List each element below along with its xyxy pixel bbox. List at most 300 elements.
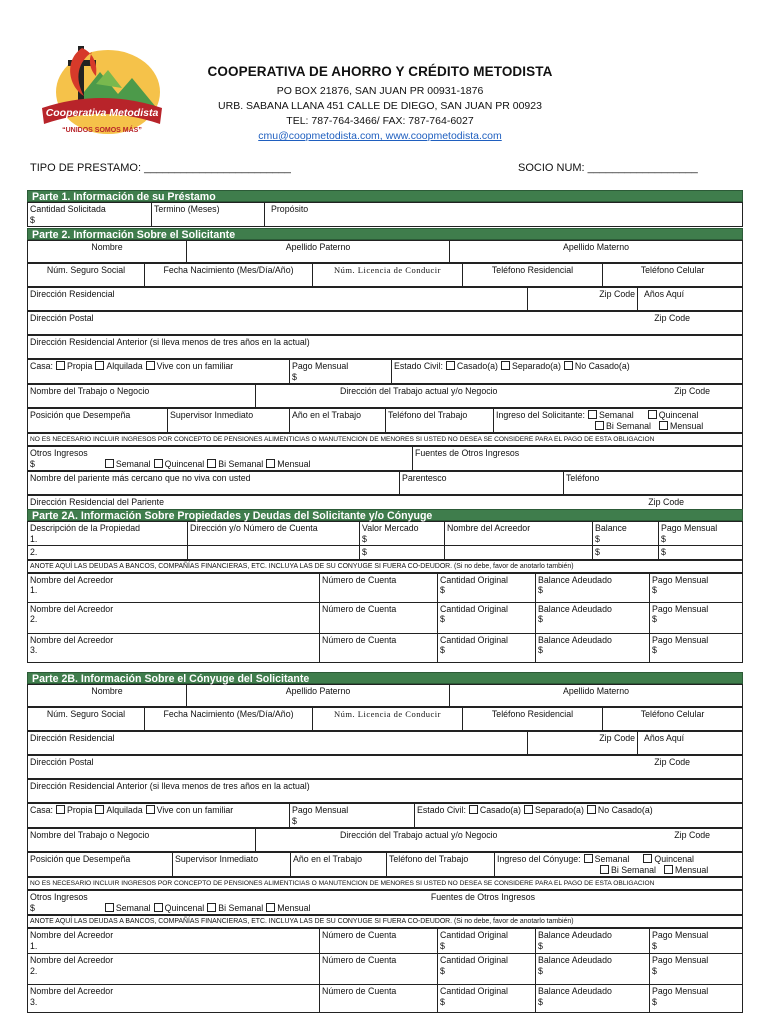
label: Cantidad Original: [440, 986, 508, 996]
label: Pago Mensual: [661, 523, 718, 533]
label: Teléfono del Trabajo: [388, 410, 468, 420]
label: Balance Adeudado: [538, 574, 612, 585]
parte-2a: [27, 509, 743, 663]
label: Pago Mensual: [652, 986, 709, 996]
label: Cantidad Original: [440, 574, 508, 585]
dollar-sign: $: [440, 645, 445, 655]
licencia-cell[interactable]: [313, 264, 463, 287]
label: No Casado(a): [597, 805, 653, 815]
conyuge-apellido-paterno-cell[interactable]: [187, 685, 450, 707]
propiedad-2-balance[interactable]: [593, 546, 659, 560]
label: Nombre: [91, 686, 123, 696]
label: Zip Code: [599, 289, 635, 299]
semanal-checkbox[interactable]: [588, 410, 597, 419]
section-bar-parte-2: Parte 2. Información Sobre el Solicitante: [27, 228, 743, 240]
proposito-cell[interactable]: [265, 203, 743, 227]
label: Dirección Residencial: [30, 733, 115, 743]
label: Nombre del Acreedor: [30, 603, 114, 614]
propiedad-1-acreedor[interactable]: [445, 522, 593, 546]
label: Fuentes de Otros Ingresos: [415, 448, 520, 458]
label: Semanal: [115, 902, 151, 913]
dollar-sign: $: [538, 614, 543, 624]
conyuge-bisemanal-checkbox[interactable]: [600, 865, 609, 874]
label: Balance: [595, 523, 627, 533]
termino-cell[interactable]: [152, 203, 265, 227]
conyuge-separado-checkbox[interactable]: [524, 805, 533, 814]
pension-note: NO ES NECESARIO INCLUIR INGRESOS POR CONCEPTO DE PENSIONES ALIMENTICIAS O MANUTENCION DE MENORES SI USTED NO DESEA SE CONSIDERE PARA EL PAGO DE ESTA OBLIGACION: [28, 434, 743, 446]
label: Fecha Nacimiento (Mes/Día/Año): [163, 265, 294, 275]
zip-cell[interactable]: [528, 288, 638, 311]
label: Mensual: [670, 420, 704, 431]
casado-checkbox[interactable]: [446, 361, 455, 370]
ingreso-solicitante-cell: [494, 409, 743, 433]
dollar-sign: $: [652, 940, 657, 951]
deuda-3-pago[interactable]: [650, 633, 743, 662]
label: Ingreso del Solicitante:: [496, 410, 585, 420]
label: Zip Code: [599, 733, 635, 743]
label: Dirección Residencial Anterior (si lleva menos de tres años en la actual): [30, 337, 310, 347]
propiedad-2-direccion[interactable]: [188, 546, 360, 560]
label: Valor Mercado: [362, 523, 419, 533]
label: Alquilada: [106, 805, 143, 815]
conyuge-deuda-1-original[interactable]: [438, 929, 536, 954]
label: Supervisor Inmediato: [175, 854, 259, 864]
dollar-sign: $: [440, 614, 445, 624]
label: Cantidad Solicitada: [30, 204, 106, 214]
label: Nombre del Trabajo o Negocio: [30, 830, 150, 840]
pariente-cell[interactable]: [28, 472, 400, 495]
label: Mensual: [277, 902, 311, 913]
label: Cantidad Original: [440, 603, 508, 614]
dollar-sign: $: [652, 614, 657, 624]
label: Pago Mensual: [652, 574, 709, 585]
dollar-sign: $: [362, 547, 367, 557]
label: Número de Cuenta: [322, 634, 397, 645]
label: Semanal: [115, 458, 151, 469]
label: Años Aquí: [644, 289, 685, 299]
seguro-social-cell[interactable]: [28, 264, 145, 287]
dollar-sign: $: [652, 996, 657, 1007]
address-street: URB. SABANA LLANA 451 CALLE DE DIEGO, SAN JUAN PR 00923: [218, 100, 542, 112]
anos-trabajo-cell[interactable]: [290, 409, 386, 433]
fuentes-ingresos-cell[interactable]: [413, 447, 743, 471]
conyuge-posicion-cell[interactable]: [28, 853, 173, 877]
telefono-residencial-cell[interactable]: [463, 264, 603, 287]
parte-1: [27, 190, 743, 227]
conyuge-deuda-1-balance[interactable]: [536, 929, 650, 954]
label: Núm. Seguro Social: [46, 265, 126, 275]
conyuge-casa-cell: [28, 804, 290, 828]
apellido-materno-cell[interactable]: [450, 241, 743, 263]
conyuge-telefono-celular-cell[interactable]: [603, 708, 743, 731]
label: Balance Adeudado: [538, 930, 612, 940]
label: Pago Mensual: [652, 603, 709, 614]
label: Parentesco: [402, 473, 447, 483]
supervisor-cell[interactable]: [168, 409, 290, 433]
email-web-links[interactable]: cmu@coopmetodista.com, www.coopmetodista.com: [258, 130, 502, 142]
label: Dirección del Trabajo actual y/o Negocio: [340, 830, 498, 840]
label: Dirección y/o Número de Cuenta: [190, 523, 318, 533]
propiedad-2-descripcion[interactable]: [28, 546, 188, 560]
label: Teléfono del Trabajo: [389, 854, 469, 864]
conyuge-deuda-2-acreedor[interactable]: [28, 954, 320, 985]
label: Teléfono Celular: [640, 265, 705, 275]
conyuge-deuda-3-balance[interactable]: [536, 985, 650, 1013]
deuda-2-original[interactable]: [438, 602, 536, 633]
estado-civil-cell: [392, 360, 743, 384]
header: [180, 64, 580, 144]
address-po: PO BOX 21876, SAN JUAN PR 00931-1876: [276, 85, 484, 97]
deudas-table: [27, 573, 743, 663]
conyuge-deuda-2-cuenta[interactable]: [320, 954, 438, 985]
otros-quincenal-checkbox[interactable]: [154, 459, 163, 468]
label: Nombre del Acreedor: [30, 955, 114, 965]
conyuge-deudas-table: [27, 928, 743, 1013]
dollar-sign: $: [538, 940, 543, 951]
conyuge-deuda-2-pago[interactable]: [650, 954, 743, 985]
label: Propia: [66, 361, 93, 371]
label: Apellido Materno: [562, 686, 629, 696]
conyuge-deuda-3-acreedor[interactable]: [28, 985, 320, 1013]
conyuge-pension-note: NO ES NECESARIO INCLUIR INGRESOS POR CONCEPTO DE PENSIONES ALIMENTICIAS O MANUTENCION DE MENORES SI USTED NO DESEA SE CONSIDERE PARA EL PAGO DE ESTA OBLIGACION: [28, 878, 743, 890]
label: Núm. Seguro Social: [46, 709, 126, 719]
conyuge-fecha-nacimiento-cell[interactable]: [145, 708, 313, 731]
parentesco-cell[interactable]: [400, 472, 564, 495]
dollar-sign: $: [652, 965, 657, 976]
label: Quincenal: [654, 854, 694, 864]
label: Cantidad Original: [440, 955, 508, 965]
alquilada-checkbox[interactable]: [95, 361, 104, 370]
label: Nombre del Acreedor: [30, 574, 114, 585]
label: Nombre del Acreedor: [30, 986, 114, 996]
phone-fax: TEL: 787-764-3466/ FAX: 787-764-6027: [286, 115, 474, 127]
logo-banner-text: Cooperativa Metodista: [45, 107, 159, 119]
label: Quincenal: [164, 902, 205, 913]
label: Bi Semanal: [218, 902, 264, 913]
mensual-checkbox[interactable]: [659, 421, 668, 430]
label: Zip Code: [654, 313, 690, 323]
label: Mensual: [277, 458, 311, 469]
label: Número de Cuenta: [322, 603, 397, 614]
otros-ingresos-cell[interactable]: [28, 447, 413, 471]
cantidad-solicitada-cell[interactable]: [28, 203, 152, 227]
anos-aqui-cell[interactable]: [638, 288, 743, 311]
label: Balance Adeudado: [538, 955, 612, 965]
logo-motto: “UNIDOS SOMOS MÁS”: [62, 127, 142, 134]
conyuge-casado-checkbox[interactable]: [469, 805, 478, 814]
direccion-postal-cell[interactable]: [28, 312, 743, 335]
label: Nombre del Acreedor: [447, 523, 531, 533]
conyuge-otros-bisemanal-checkbox[interactable]: [207, 903, 216, 912]
otros-bisemanal-checkbox[interactable]: [207, 459, 216, 468]
direccion-residencial-cell[interactable]: [28, 288, 528, 311]
dollar-sign: $: [595, 547, 600, 557]
label: Nombre del Acreedor: [30, 930, 114, 940]
nombre-cell[interactable]: [28, 241, 187, 263]
label: Cantidad Original: [440, 634, 508, 645]
label: Núm. Licencia de Conducir: [334, 709, 441, 719]
label: Otros Ingresos: [30, 892, 88, 902]
label: Separado(a): [534, 805, 584, 815]
propiedad-1-valor[interactable]: [360, 522, 445, 546]
conyuge-supervisor-cell[interactable]: [173, 853, 291, 877]
no-casado-checkbox[interactable]: [564, 361, 573, 370]
conyuge-deuda-2-original[interactable]: [438, 954, 536, 985]
separado-checkbox[interactable]: [501, 361, 510, 370]
label: Balance Adeudado: [538, 603, 612, 614]
quincenal-checkbox[interactable]: [648, 410, 657, 419]
label: Termino (Meses): [154, 204, 220, 214]
label: Número de Cuenta: [322, 955, 397, 965]
conyuge-alquilada-checkbox[interactable]: [95, 805, 104, 814]
row-number: 1.: [30, 940, 38, 951]
section-bar-parte-1: Parte 1. Información de su Préstamo: [27, 190, 743, 202]
label: Zip Code: [654, 757, 690, 767]
label: Pago Mensual: [652, 634, 709, 645]
label: Posición que Desempeña: [30, 410, 131, 420]
label: Posición que Desempeña: [30, 854, 131, 864]
deuda-3-acreedor[interactable]: [28, 633, 320, 662]
telefono-trabajo-cell[interactable]: [386, 409, 494, 433]
deuda-3-cuenta[interactable]: [320, 633, 438, 662]
label: Separado(a): [511, 361, 561, 371]
deuda-1-balance[interactable]: [536, 573, 650, 602]
conyuge-no-casado-checkbox[interactable]: [587, 805, 596, 814]
dollar-sign: $: [440, 996, 445, 1007]
label: Zip Code: [674, 830, 710, 840]
label: Nombre del Trabajo o Negocio: [30, 386, 150, 396]
conyuge-anos-aqui-cell[interactable]: [638, 732, 743, 755]
section-bar-parte-2a: Parte 2A. Información Sobre Propiedades y Deudas del Solicitante y/o Cónyuge: [27, 509, 743, 521]
propiedad-1-pago[interactable]: [659, 522, 743, 546]
label: Dirección del Trabajo actual y/o Negocio: [340, 386, 498, 396]
dollar-sign: $: [30, 902, 35, 913]
conyuge-direccion-trabajo-cell[interactable]: [256, 829, 743, 852]
dollar-sign: $: [652, 645, 657, 655]
dollar-sign: $: [595, 533, 600, 544]
label: Semanal: [594, 854, 630, 864]
label: Casa:: [30, 805, 53, 815]
posicion-cell[interactable]: [28, 409, 168, 433]
trabajo-cell[interactable]: [28, 385, 256, 408]
label: Descripción de la Propiedad: [30, 523, 141, 533]
conyuge-trabajo-cell[interactable]: [28, 829, 256, 852]
deuda-1-original[interactable]: [438, 573, 536, 602]
dollar-sign: $: [292, 371, 297, 382]
conyuge-familiar-checkbox[interactable]: [146, 805, 155, 814]
label: Alquilada: [106, 361, 143, 371]
familiar-checkbox[interactable]: [146, 361, 155, 370]
conyuge-mensual-checkbox[interactable]: [664, 865, 673, 874]
label: Estado Civil:: [417, 805, 466, 815]
label: Fuentes de Otros Ingresos: [430, 892, 535, 902]
label: Dirección Postal: [30, 313, 94, 323]
deuda-1-cuenta[interactable]: [320, 573, 438, 602]
otros-semanal-checkbox[interactable]: [105, 459, 114, 468]
direccion-anterior-cell[interactable]: [28, 336, 743, 359]
conyuge-propia-checkbox[interactable]: [56, 805, 65, 814]
label: Teléfono: [566, 473, 600, 483]
parte-2b: [27, 672, 743, 1013]
label: Bi Semanal: [218, 458, 264, 469]
label: Número de Cuenta: [322, 986, 397, 996]
org-title: COOPERATIVA DE AHORRO Y CRÉDITO METODISTA: [207, 64, 553, 79]
conyuge-licencia-cell[interactable]: [313, 708, 463, 731]
dollar-sign: $: [661, 533, 666, 544]
label: Número de Cuenta: [322, 930, 397, 940]
conyuge-otros-mensual-checkbox[interactable]: [266, 903, 275, 912]
deuda-2-balance[interactable]: [536, 602, 650, 633]
conyuge-deuda-3-cuenta[interactable]: [320, 985, 438, 1013]
dollar-sign: $: [440, 965, 445, 976]
conyuge-semanal-checkbox[interactable]: [584, 854, 593, 863]
label: Teléfono Residencial: [491, 709, 574, 719]
direccion-trabajo-cell[interactable]: [256, 385, 743, 408]
tipo-prestamo-field[interactable]: TIPO DE PRESTAMO: ________________________: [30, 162, 291, 174]
label: Dirección Residencial: [30, 289, 115, 299]
conyuge-quincenal-checkbox[interactable]: [643, 854, 652, 863]
conyuge-otros-semanal-checkbox[interactable]: [105, 903, 114, 912]
row-number: 2.: [30, 614, 38, 624]
conyuge-deuda-3-pago[interactable]: [650, 985, 743, 1013]
conyuge-deuda-1-cuenta[interactable]: [320, 929, 438, 954]
label: Propósito: [271, 204, 309, 214]
dollar-sign: $: [661, 547, 666, 557]
label: Balance Adeudado: [538, 986, 612, 996]
row-number: 2.: [30, 965, 38, 976]
telefono-celular-cell[interactable]: [603, 264, 743, 287]
row-number: 3.: [30, 996, 38, 1007]
dollar-sign: $: [362, 533, 367, 544]
conyuge-direccion-residencial-cell[interactable]: [28, 732, 528, 755]
label: Apellido Materno: [562, 242, 629, 252]
label: Teléfono Residencial: [491, 265, 574, 275]
propiedad-1-direccion[interactable]: [188, 522, 360, 546]
label: Estado Civil:: [394, 361, 443, 371]
bisemanal-checkbox[interactable]: [595, 421, 604, 430]
propiedad-2-pago[interactable]: [659, 546, 743, 560]
label: Zip Code: [648, 497, 684, 507]
propiedad-1-balance[interactable]: [593, 522, 659, 546]
dollar-sign: $: [538, 645, 543, 655]
conyuge-deuda-1-acreedor[interactable]: [28, 929, 320, 954]
label: No Casado(a): [574, 361, 630, 371]
label: Zip Code: [674, 386, 710, 396]
label: Otros Ingresos: [30, 448, 88, 458]
label: Pago Mensual: [652, 955, 709, 965]
conyuge-deuda-1-pago[interactable]: [650, 929, 743, 954]
conyuge-deudas-note: ANOTE AQUÍ LAS DEUDAS A BANCOS, COMPAÑÍAS FINANCIERAS, ETC. INCLUYA LAS DE SU CONYUGE SI FUERA CO-DEUDOR. (Si no debe, favor de anotarlo también): [28, 916, 743, 928]
label: Quincenal: [658, 410, 699, 420]
propiedad-1-descripcion[interactable]: [28, 522, 188, 546]
deuda-3-original[interactable]: [438, 633, 536, 662]
dollar-sign: $: [30, 214, 35, 225]
deuda-1-pago[interactable]: [650, 573, 743, 602]
deuda-2-cuenta[interactable]: [320, 602, 438, 633]
label: Nombre del Acreedor: [30, 634, 114, 645]
otros-mensual-checkbox[interactable]: [266, 459, 275, 468]
deudas-note: ANOTE AQUÍ LAS DEUDAS A BANCOS, COMPAÑÍAS FINANCIERAS, ETC. INCLUYA LAS DE SU CONYUGE SI FUERA CO-DEUDOR. (Si no debe, favor de anotarlo también): [28, 560, 743, 572]
conyuge-direccion-postal-cell[interactable]: [28, 756, 743, 779]
label: Años Aquí: [644, 733, 685, 743]
casa-cell: [28, 360, 290, 384]
conyuge-deuda-3-original[interactable]: [438, 985, 536, 1013]
conyuge-telefono-residencial-cell[interactable]: [463, 708, 603, 731]
dollar-sign: $: [440, 585, 445, 595]
label: Semanal: [599, 410, 634, 420]
deuda-2-acreedor[interactable]: [28, 602, 320, 633]
deuda-2-pago[interactable]: [650, 602, 743, 633]
label: Teléfono Celular: [640, 709, 705, 719]
dollar-sign: $: [652, 585, 657, 595]
conyuge-direccion-anterior-cell[interactable]: [28, 780, 743, 803]
label: Ingreso del Cónyuge:: [497, 854, 581, 864]
propia-checkbox[interactable]: [56, 361, 65, 370]
label: Vive con un familiar: [156, 361, 234, 371]
conyuge-anos-trabajo-cell[interactable]: [291, 853, 387, 877]
conyuge-seguro-social-cell[interactable]: [28, 708, 145, 731]
label: Quincenal: [164, 458, 205, 469]
conyuge-pago-mensual-cell[interactable]: [290, 804, 415, 828]
dollar-sign: $: [440, 940, 445, 951]
label: Casa:: [30, 361, 53, 371]
label: Vive con un familiar: [156, 805, 234, 815]
dollar-sign: $: [538, 965, 543, 976]
row-number: 3.: [30, 645, 38, 655]
conyuge-otros-quincenal-checkbox[interactable]: [154, 903, 163, 912]
label: Balance Adeudado: [538, 634, 612, 645]
row-number: 2.: [30, 547, 38, 557]
conyuge-zip-cell[interactable]: [528, 732, 638, 755]
conyuge-telefono-trabajo-cell[interactable]: [387, 853, 495, 877]
propiedad-2-acreedor[interactable]: [445, 546, 593, 560]
label: Nombre del pariente más cercano que no viva con usted: [30, 473, 251, 483]
propiedad-2-valor[interactable]: [360, 546, 445, 560]
cooperativa-logo: [38, 38, 166, 138]
label: Bi Semanal: [606, 420, 651, 431]
deuda-3-balance[interactable]: [536, 633, 650, 662]
ingreso-conyuge-cell: [495, 853, 743, 877]
conyuge-estado-civil-cell: [415, 804, 743, 828]
dollar-sign: $: [538, 585, 543, 595]
label: Dirección Postal: [30, 757, 94, 767]
label: Propia: [66, 805, 93, 815]
label: Año en el Trabajo: [292, 410, 361, 420]
conyuge-deuda-2-balance[interactable]: [536, 954, 650, 985]
telefono-pariente-cell[interactable]: [564, 472, 743, 495]
fecha-nacimiento-cell[interactable]: [145, 264, 313, 287]
conyuge-apellido-materno-cell[interactable]: [450, 685, 743, 707]
label: Dirección Residencial Anterior (si lleva menos de tres años en la actual): [30, 781, 310, 791]
deuda-1-acreedor[interactable]: [28, 573, 320, 602]
conyuge-otros-ingresos-cell[interactable]: [28, 891, 743, 915]
row-number: 1.: [30, 533, 38, 544]
label: Supervisor Inmediato: [170, 410, 254, 420]
label: Pago Mensual: [292, 361, 349, 371]
dollar-sign: $: [292, 815, 297, 826]
label: Casado(a): [456, 361, 498, 371]
label: Pago Mensual: [652, 930, 709, 940]
pago-mensual-cell[interactable]: [290, 360, 392, 384]
label: Cantidad Original: [440, 930, 508, 940]
conyuge-nombre-cell[interactable]: [28, 685, 187, 707]
apellido-paterno-cell[interactable]: [187, 241, 450, 263]
label: Pago Mensual: [292, 805, 349, 815]
label: Casado(a): [479, 805, 521, 815]
parte-2: [27, 228, 743, 519]
socio-num-field[interactable]: SOCIO NUM: __________________: [518, 162, 698, 174]
label: Apellido Paterno: [285, 686, 351, 696]
